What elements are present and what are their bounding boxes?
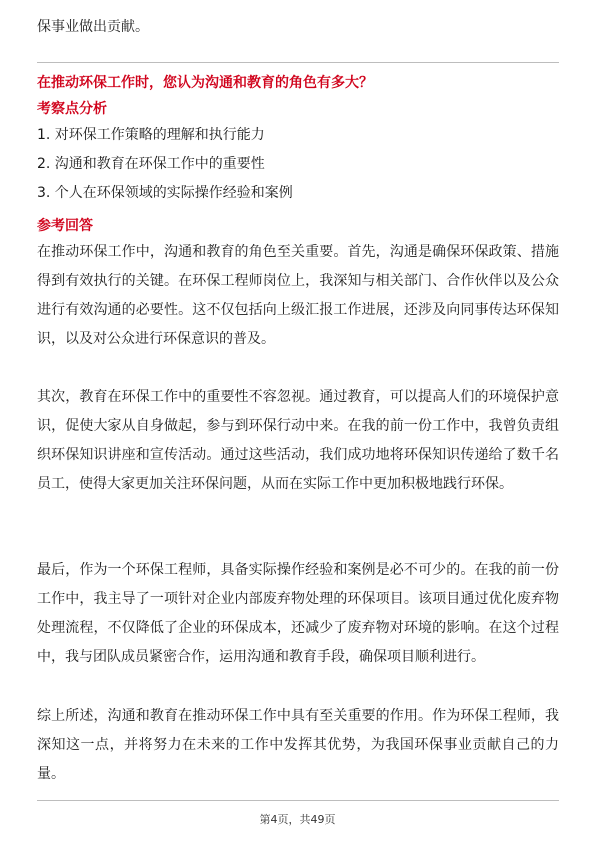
divider-top: [37, 62, 559, 63]
analysis-point: 3. 个人在环保领域的实际操作经验和案例: [37, 185, 293, 201]
divider-bottom: [37, 800, 559, 801]
analysis-heading: 考察点分析: [37, 101, 107, 117]
answer-paragraph-1: 在推动环保工作中，沟通和教育的角色至关重要。首先，沟通是确保环保政策、措施得到有效执行的关键。在环保工程师岗位上，我深知与相关部门、合作伙伴以及公众进行有效沟通的必要性。这不仅包括向上级汇报工作进展，还涉及向同事传达环保知识，以及对公众进行环保意识的普及。: [37, 244, 559, 347]
interview-question: 在推动环保工作时，您认为沟通和教育的角色有多大？: [37, 75, 373, 91]
page-number: 第4页，共49页: [259, 813, 336, 826]
answer-heading: 参考回答: [37, 218, 93, 234]
analysis-point: 1. 对环保工作策略的理解和执行能力: [37, 127, 265, 143]
analysis-point: 2. 沟通和教育在环保工作中的重要性: [37, 156, 265, 172]
answer-paragraph-2: 其次，教育在环保工作中的重要性不容忽视。通过教育，可以提高人们的环境保护意识，促使大家从自身做起，参与到环保行动中来。在我的前一份工作中，我曾负责组织环保知识讲座和宣传活动。通过这些活动，我们成功地将环保知识传递给了数千名员工，使得大家更加关注环保问题，从而在实际工作中更加积极地践行环保。: [37, 389, 559, 492]
answer-paragraph-4: 综上所述，沟通和教育在推动环保工作中具有至关重要的作用。作为环保工程师，我深知这一点，并将努力在未来的工作中发挥其优势，为我国环保事业贡献自己的力量。: [37, 708, 559, 782]
previous-answer-ending: 保事业做出贡献。: [37, 19, 149, 35]
answer-paragraph-3: 最后，作为一个环保工程师，具备实际操作经验和案例是必不可少的。在我的前一份工作中，我主导了一项针对企业内部废弃物处理的环保项目。该项目通过优化废弃物处理流程，不仅降低了企业的环保成本，还减少了废弃物对环境的影响。在这个过程中，我与团队成员紧密合作，运用沟通和教育手段，确保项目顺利进行。: [37, 562, 559, 665]
